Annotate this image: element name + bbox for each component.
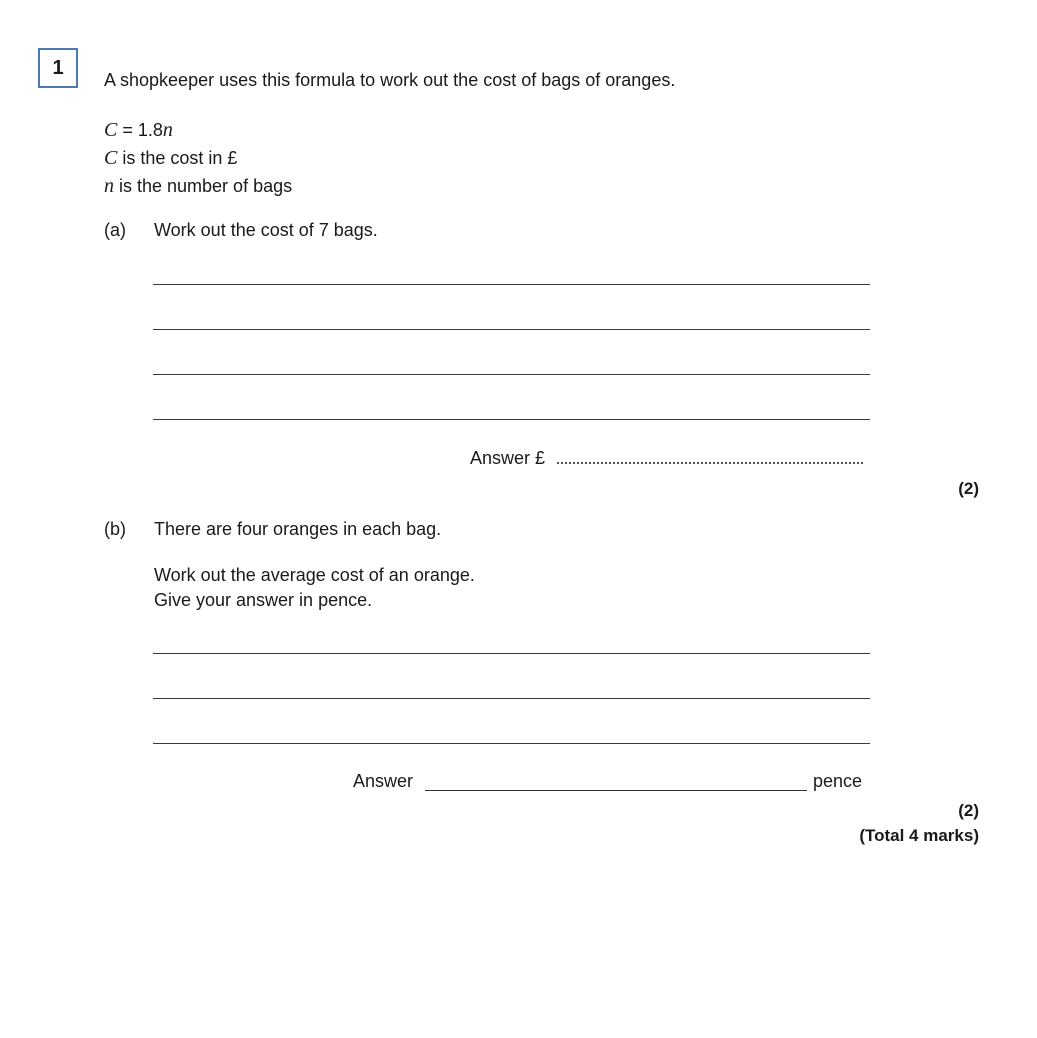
part-b-answer-unit: pence [813, 771, 863, 791]
part-a-marks: (2) [958, 479, 979, 498]
definition-n [104, 175, 292, 198]
part-b-text-3: Give your answer in pence. [154, 590, 373, 610]
part-b-answer-label: Answer [353, 771, 414, 791]
working-line-a-4[interactable] [153, 419, 870, 420]
definition-c-var: C [104, 147, 118, 169]
part-b-answer-field[interactable] [425, 790, 807, 791]
part-b-label: (b) [104, 519, 126, 539]
formula-eq: = 1.8 [117, 120, 163, 140]
definition-c [104, 147, 237, 170]
question-intro: A shopkeeper uses this formula to work out the cost of bags of oranges. [104, 70, 676, 90]
definition-n-var: n [104, 175, 114, 197]
formula [104, 119, 173, 142]
question-number-box: 1 [38, 48, 78, 88]
formula-var-c: C [104, 119, 118, 141]
part-a-answer-field[interactable] [557, 462, 863, 464]
working-line-b-1[interactable] [153, 653, 870, 654]
part-b-text-1: There are four oranges in each bag. [154, 519, 442, 539]
part-b-text-2: Work out the average cost of an orange. [154, 565, 475, 585]
part-b-marks: (2) [958, 801, 979, 820]
working-line-b-2[interactable] [153, 698, 870, 699]
definition-c-text: is the cost in £ [117, 148, 238, 168]
working-line-a-1[interactable] [153, 284, 870, 285]
part-a-label: (a) [104, 220, 126, 240]
working-line-a-2[interactable] [153, 329, 870, 330]
part-a-question: Work out the cost of 7 bags. [154, 220, 378, 240]
working-line-a-3[interactable] [153, 374, 870, 375]
total-marks: (Total 4 marks) [859, 826, 979, 845]
definition-n-text: is the number of bags [114, 176, 293, 196]
formula-var-n: n [162, 119, 173, 141]
working-line-b-3[interactable] [153, 743, 870, 744]
part-a-answer-label: Answer £ [470, 448, 546, 468]
